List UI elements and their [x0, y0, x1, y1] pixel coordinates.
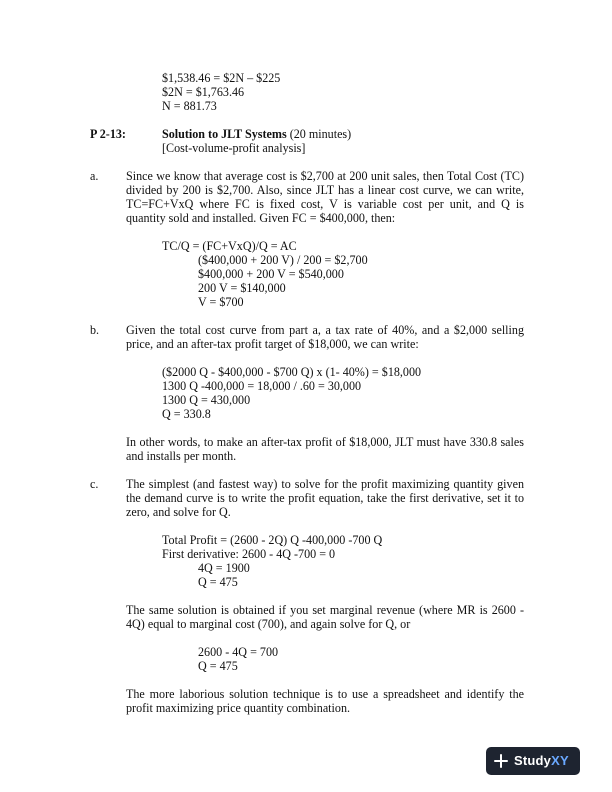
problem-topic: [Cost-volume-profit analysis] — [162, 141, 306, 155]
plus-icon — [494, 754, 508, 768]
part-c-mr-equation: Q = 475 — [198, 659, 238, 673]
problem-heading — [162, 127, 351, 141]
studyxy-logo[interactable] — [486, 747, 580, 775]
logo-text — [514, 754, 569, 768]
part-a-equation-step: ($400,000 + 200 V) / 200 = $2,700 — [198, 253, 368, 267]
part-c-text: The simplest (and fastest way) to solve for the profit maximizing quantity given the demand curve is to write the profit equation, take the first derivative, set it to zero, and solve for Q. — [126, 477, 524, 519]
part-a-equation-step: 200 V = $140,000 — [198, 281, 286, 295]
problem-duration: (20 minutes) — [289, 127, 352, 141]
part-c-mr-equation: 2600 - 4Q = 700 — [198, 645, 279, 659]
part-c-text-3: The more laborious solution technique is to use a spreadsheet and identify the profit maximizing price quantity combination. — [126, 687, 524, 715]
part-c-equation-profit: Total Profit = (2600 - 2Q) Q -400,000 -700 Q — [162, 533, 383, 547]
part-a-equation-step: $400,000 + 200 V = $540,000 — [198, 267, 344, 281]
part-a-label: a. — [90, 169, 99, 183]
part-a-text: Since we know that average cost is $2,700 at 200 unit sales, then Total Cost (TC) divided by 200 is $2,700. Also, since JLT has a linear cost curve, we can write, TC=FC+VxQ where FC is fixed cost, V is variable cost per unit, and Q is quantity sold and installed. Given FC = $400,000, then: — [126, 169, 524, 225]
part-b-equation: 1300 Q = 430,000 — [162, 393, 251, 407]
logo-text-main: Study — [514, 753, 552, 768]
problem-title: Solution to JLT Systems — [162, 127, 287, 141]
part-b-conclusion: In other words, to make an after-tax profit of $18,000, JLT must have 330.8 sales and installs per month. — [126, 435, 524, 463]
equation-line: N = 881.73 — [162, 99, 217, 113]
equation-line: $1,538.46 = $2N – $225 — [162, 71, 281, 85]
part-a-equation-main: TC/Q = (FC+VxQ)/Q = AC — [162, 239, 297, 253]
part-b-equation: Q = 330.8 — [162, 407, 211, 421]
part-a-equation-step: V = $700 — [198, 295, 244, 309]
part-c-equation-step: Q = 475 — [198, 575, 238, 589]
equation-line: $2N = $1,763.46 — [162, 85, 245, 99]
part-c-label: c. — [90, 477, 99, 491]
part-c-equation-derivative: First derivative: 2600 - 4Q -700 = 0 — [162, 547, 336, 561]
part-c-text-2: The same solution is obtained if you set marginal revenue (where MR is 2600 - 4Q) equal to marginal cost (700), and again solve for Q, or — [126, 603, 524, 631]
part-b-equation: ($2000 Q - $400,000 - $700 Q) x (1- 40%) = $18,000 — [162, 365, 422, 379]
problem-number: P 2-13: — [90, 127, 126, 141]
part-c-equation-step: 4Q = 1900 — [198, 561, 250, 575]
part-b-text: Given the total cost curve from part a, a tax rate of 40%, and a $2,000 selling price, and an after-tax profit target of $18,000, we can write: — [126, 323, 524, 351]
part-b-equation: 1300 Q -400,000 = 18,000 / .60 = 30,000 — [162, 379, 362, 393]
logo-text-accent: XY — [551, 753, 569, 768]
part-b-label: b. — [90, 323, 100, 337]
